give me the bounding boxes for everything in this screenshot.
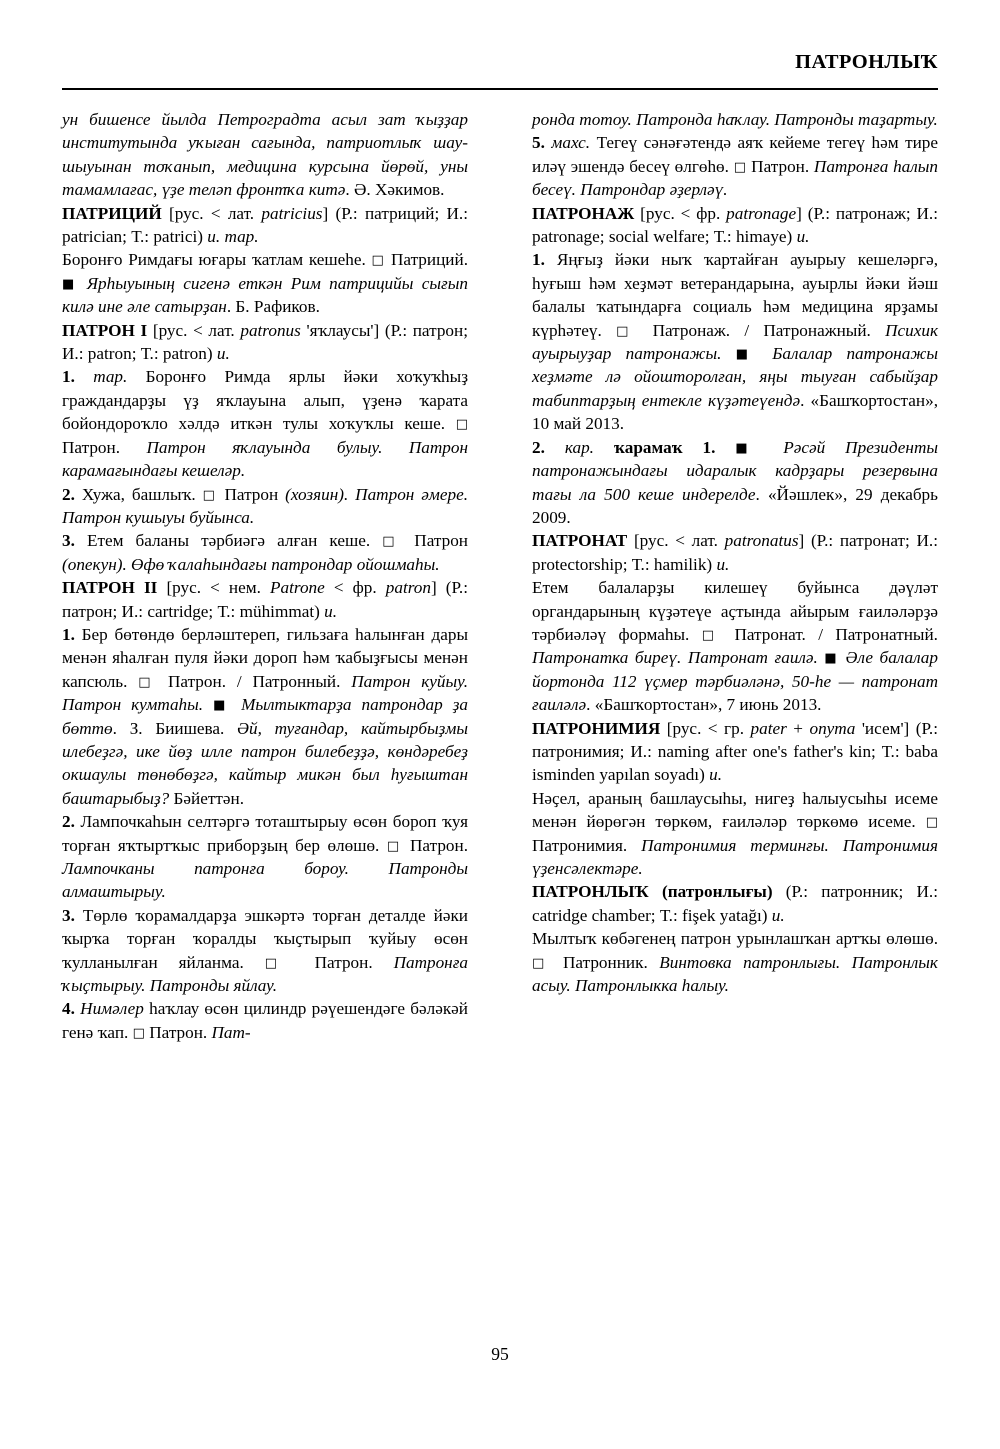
dictionary-entry <box>532 529 938 576</box>
open-square-marker-icon: □ <box>382 534 403 550</box>
italic-text: Балалар патронажы хеҙмәте лә ойошторолған, яңы тыуған сабыйҙар табиптарҙың ентекле күҙәтеүендә <box>532 344 938 410</box>
italic-text: и. <box>796 227 810 247</box>
text-run: Яңғыҙ йәки ныҡ ҡартайған ауырыу кешеләргә, һуғыш һәм хеҙмәт ветерандарына, ауырлы йәки йәш балалы ҡатындарға социаль һәм медицина ярҙамы күрһәтеү. <box>532 250 938 340</box>
headword-text: 1. <box>532 250 557 270</box>
italic-text: Психик ауырыуҙар патронажы. <box>532 320 938 364</box>
italic-text: Патрон куйыу. Патрон кумтаһы. <box>62 671 468 715</box>
italic-text: ун бишенсе йылда Петроградта асыл зат ҡыҙҙар институтында уҡыған сағында, патриотлыҡ шау-шыуынан тоҡанып, медицина курсына йөрөй, уны тамамлағас, үҙе теләп фронтҡа китә <box>62 110 468 200</box>
text-run: һаҡлау өсөн цилиндр рәүешендәге бәләкәй генә ҡап. <box>62 999 469 1042</box>
dictionary-paragraph <box>62 810 468 904</box>
text-run: [рус. < лат. <box>633 531 725 551</box>
text-run: Мылтыҡ көбәгенең патрон урынлашҡан артҡы өлөшө. <box>532 929 938 949</box>
text-run: Патрон. <box>402 835 468 855</box>
dictionary-entry <box>532 717 938 787</box>
italic-text: patron <box>385 578 431 598</box>
italic-text: Патрон яҡлауында булыу. Патрон карамағындағы кешеләр. <box>62 437 468 481</box>
italic-text: и. <box>771 905 785 925</box>
text-run: Патронник. <box>551 952 660 972</box>
text-run: Патрон <box>217 484 286 504</box>
text-run: . Ә. Хәкимов. <box>345 180 445 200</box>
italic-text: тар. <box>93 367 128 387</box>
italic-text: Мылтыктарҙа патрондар ҙа бөттө <box>62 695 468 738</box>
text-run: < фр. <box>324 578 386 598</box>
dictionary-entry <box>62 576 468 623</box>
italic-text: patronus <box>240 320 301 340</box>
headword-text: 3. <box>62 905 83 925</box>
italic-text: (опекун). Өфө ҡалаһындағы патрондар ойошмаһы. <box>62 554 440 574</box>
open-square-marker-icon: □ <box>138 674 158 690</box>
text-run: Патрон. / Патронный. <box>157 671 352 691</box>
text-run: Боронғо Римда ярлы йәки хоҡуҡһыҙ граждандарҙы үҙ яҡлауына алып, үҙенә ҡарата бойондороҡло хәлдә иткән тулы хоҡуҡлы кеше. <box>62 367 468 434</box>
dictionary-entry <box>62 202 468 249</box>
open-square-marker-icon: □ <box>532 955 552 971</box>
italic-text: Ярһыуының сигенә еткән Рим патрицийы сығып килә ине әле сатырҙан <box>62 273 468 317</box>
text-run: [рус. < фр. <box>640 203 727 223</box>
running-head: ПАТРОНЛЫҠ <box>795 51 938 73</box>
italic-text: и. <box>716 554 730 574</box>
text-run <box>594 438 614 457</box>
headword-text: ПАТРОН I <box>62 320 153 340</box>
filled-square-marker-icon: ■ <box>62 276 79 292</box>
headword-text: 5. <box>532 133 552 153</box>
open-square-marker-icon: □ <box>701 627 723 643</box>
italic-text: Нимәлер <box>80 999 144 1019</box>
italic-text: patronatus <box>724 531 799 551</box>
text-run: Патриций. <box>385 250 468 270</box>
header-rule <box>62 88 938 90</box>
filled-square-marker-icon: ■ <box>213 698 232 714</box>
headword-text: 2. <box>62 812 81 832</box>
open-square-marker-icon: □ <box>386 838 403 854</box>
text-run: ] (Р.: патриций; И.: patrician; Т.: patrici) <box>62 203 468 247</box>
text-run: [рус. < лат. <box>152 320 241 340</box>
dictionary-paragraph <box>532 248 938 435</box>
italic-text: Патронимия терминғы. Патронимия үҙенсәлектәре. <box>532 835 938 878</box>
page-number: 95 <box>491 1344 509 1364</box>
headword-text: 2. <box>62 484 82 504</box>
italic-text: и. <box>324 601 338 621</box>
italic-text: onyma <box>809 718 856 738</box>
dictionary-paragraph <box>62 529 468 576</box>
italic-text: Патронатка биреү. Патронат ғаилә. <box>532 648 825 668</box>
headword-text: ПАТРОН II <box>62 578 167 598</box>
italic-text: кар. <box>564 437 594 457</box>
open-square-marker-icon: □ <box>132 1025 145 1041</box>
italic-text: махс. <box>551 133 591 153</box>
dictionary-paragraph <box>62 483 468 530</box>
text-run: Патронимия. <box>532 835 642 855</box>
text-run: Патрон. <box>144 1022 212 1042</box>
left-column <box>62 108 468 1323</box>
open-square-marker-icon: □ <box>371 253 386 269</box>
text-run: [рус. < гр. <box>666 718 751 738</box>
italic-text: и. <box>216 344 230 364</box>
italic-text: Әй, туғандар, кайтырбыҙмы илебеҙгә, ике йөҙ илле патрон билебеҙҙә, көндәребеҙ окшаулы төнөбөҙгә, кайтыр микән был һуғыштан баштарыбыҙ? <box>62 718 469 808</box>
headword-text: 4. <box>62 999 81 1019</box>
dictionary-paragraph <box>532 927 938 997</box>
dictionary-paragraph <box>62 248 468 318</box>
text-run: . З. Биишева. <box>112 718 238 738</box>
filled-square-marker-icon: ■ <box>735 347 758 363</box>
dictionary-paragraph <box>532 576 938 716</box>
text-run: Тегеү сәнәғәтендә аяҡ кейеме тегеү һәм тире иләү эшендә бесеү өлгөһө. <box>532 133 939 176</box>
text-run: Төрлө ҡорамалдарҙа эшкәртә торған деталде йәки ҡырҡа торған ҡоралды ҡыҫтырып ҡуйыу өсөн ҡулланылған яйланма. <box>62 905 469 972</box>
dictionary-paragraph <box>532 108 938 131</box>
headword-text: 1. <box>62 624 82 644</box>
text-run: Патрон <box>402 531 468 551</box>
italic-text: Рәсәй Президенты патронажындағы идаралык кадрҙары резервына тағы ла 500 кеше индерелде <box>532 437 939 504</box>
open-square-marker-icon: □ <box>455 417 468 433</box>
text-run: (Р.: патронник; И.: catridge chamber; Т.: fişek yatağı) <box>532 882 938 925</box>
italic-text: (хозяин). Патрон әмере. Патрон кушыуы буйынса. <box>62 484 468 527</box>
dictionary-paragraph <box>62 108 468 202</box>
dictionary-entry <box>532 202 938 249</box>
headword-text: ПАТРОНИМИЯ <box>532 718 667 738</box>
text-run: ] (Р.: патронат; И.: protectorship; Т.: hamilik) <box>532 531 939 574</box>
headword-text: ПАТРОНАТ <box>532 531 634 551</box>
open-square-marker-icon: □ <box>202 487 218 503</box>
headword-text: ПАТРОНЛЫҠ (патронлығы) <box>532 882 786 902</box>
italic-text: и. тар. <box>207 227 259 247</box>
headword-text: ПАТРОНАЖ <box>532 203 641 223</box>
italic-text: ронда тотоу. Патронда һаҡлау. Патронды таҙартыу. <box>532 110 938 129</box>
italic-text: Патронға ҡыҫтырыу. Патронды яйлау. <box>62 952 468 996</box>
text-run: + <box>786 718 810 738</box>
open-square-marker-icon: □ <box>616 323 639 339</box>
italic-text: Патронға һалып бесеү. Патрондар әҙерләү. <box>532 156 939 200</box>
text-run: Патронаж. / Патронажный. <box>638 320 886 340</box>
text-run: Бәйеттән. <box>169 788 245 808</box>
dictionary-entry <box>62 319 468 366</box>
text-run: ] (Р.: патрон; И.: cartridge; Т.: mühimmat) <box>62 578 468 621</box>
italic-text: patricius <box>261 203 323 223</box>
two-column-body <box>62 108 938 1323</box>
text-run: . «Йәшлек», 29 декабрь 2009. <box>532 484 938 527</box>
italic-text: pater <box>750 718 787 738</box>
text-run: Патронат. / Патронатный. <box>722 624 938 644</box>
italic-text: Пат- <box>211 1022 251 1042</box>
open-square-marker-icon: □ <box>264 955 294 971</box>
text-run: Боронғо Римдағы юғары ҡатлам кешеһе. <box>62 250 372 270</box>
text-run: Хужа, башлыҡ. <box>81 484 203 504</box>
headword-text: 3. <box>62 531 87 551</box>
headword-text: 1. <box>62 367 94 387</box>
italic-text: и. <box>709 765 722 785</box>
filled-square-marker-icon: ■ <box>824 651 839 667</box>
text-run: Етем баланы тәрбиәгә алған кеше. <box>86 531 383 551</box>
headword-text: 2. <box>532 437 565 457</box>
text-run: Патрон. <box>62 437 147 457</box>
right-column <box>532 108 938 1323</box>
filled-square-marker-icon: ■ <box>735 440 764 456</box>
text-run: Патрон. <box>293 952 394 972</box>
text-run: . «Башҡортостан», 7 июнь 2013. <box>586 695 822 715</box>
dictionary-paragraph <box>62 904 468 998</box>
dictionary-entry <box>532 880 938 927</box>
dictionary-paragraph <box>62 623 468 810</box>
text-run: Бер бөтөндө берләштереп, гильзаға һалынған дары менән яһалған пуля йәки дороп һәм ҡабыҙғысы менән капсюль. <box>62 624 469 691</box>
dictionary-paragraph <box>62 997 468 1044</box>
text-run: . Б. Рафиков. <box>226 297 320 317</box>
text-run: 'исем'] (Р.: патронимия; И.: naming after one's father's kin; Т.: baba isminden yapılan soyadı) <box>532 718 938 785</box>
dictionary-paragraph <box>532 787 938 881</box>
italic-text: Patrone <box>270 578 325 598</box>
text-run: [рус. < нем. <box>166 578 271 598</box>
text-run: Етем балаларҙы килешеү буйынса дәүләт органдарының күҙәтеүе аҫтында айырым ғаиләләрҙә тәрбиәләү формаһы. <box>532 578 938 644</box>
italic-text: Винтовка патронлығы. Патронлык асыу. Патронлыкка һалыу. <box>532 952 938 996</box>
text-run: ] (Р.: патронаж; И.: patronage; social welfare; Т.: himaye) <box>532 203 938 247</box>
headword-text: ПАТРИЦИЙ <box>62 203 169 223</box>
dictionary-paragraph <box>532 436 938 530</box>
open-square-marker-icon: □ <box>925 815 938 831</box>
text-run: Лампочкаһын селтәргә тоташтырыу өсөн бороп ҡуя торған яҡтыртҡыс приборҙың бер өлөшө. <box>62 812 468 855</box>
open-square-marker-icon: □ <box>733 159 747 175</box>
headword-text: ҡарамаҡ 1. <box>613 437 736 457</box>
dictionary-paragraph <box>62 365 468 482</box>
dictionary-paragraph <box>532 131 938 201</box>
text-run: 'яҡлаусы'] (Р.: патрон; И.: patron; Т.: patron) <box>62 320 468 364</box>
text-run: Патрон. <box>746 156 814 176</box>
text-run: Нәҫел, араның башлаусыһы, нигеҙ һалыусыһы исеме менән йөрөгән төркөм, ғаиләләр төркөмө исеме. <box>532 788 938 832</box>
italic-text: Әле балалар йортонда 112 үҫмер тәрбиәләнә, 50-һе — патронат ғаиләлә <box>532 648 938 715</box>
italic-text: Лампочканы патронға бороу. Патронды алмаштырыу. <box>62 859 468 902</box>
italic-text: patronage <box>726 203 797 223</box>
text-run: . «Башҡортостан», 10 май 2013. <box>532 390 938 434</box>
text-run: [рус. < лат. <box>168 203 262 223</box>
